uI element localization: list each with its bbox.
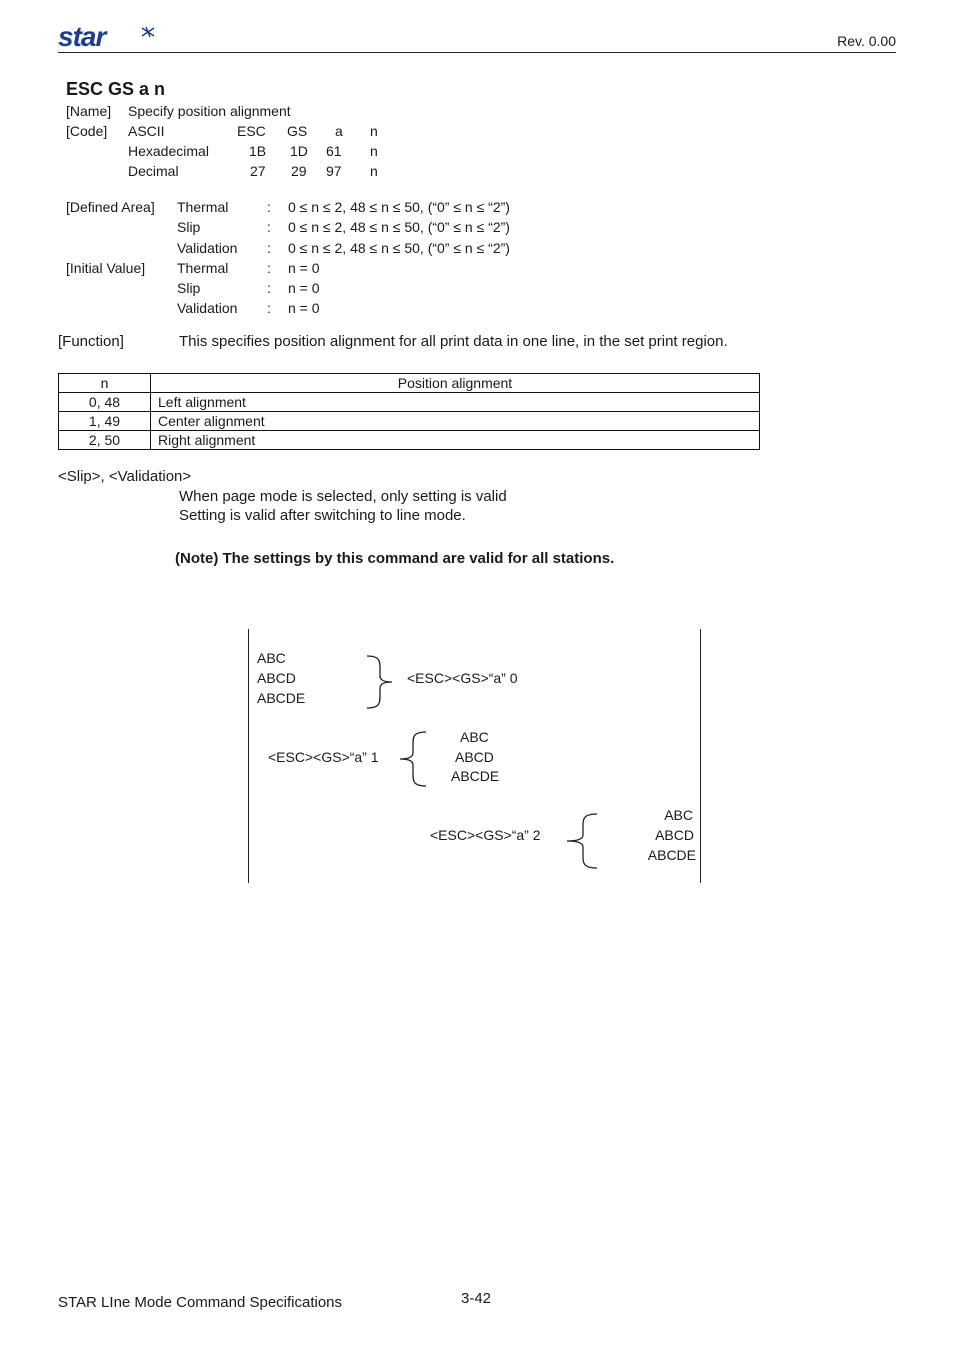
initial-value: n = 0 — [288, 300, 320, 316]
station-name: Slip — [177, 219, 201, 235]
diagram-line: ABC — [257, 650, 286, 666]
right-brace-icon — [364, 655, 394, 709]
slip-validation-label: <Slip>, <Validation> — [58, 468, 192, 485]
code-kind: Decimal — [128, 163, 179, 179]
table-header-cell: n — [59, 374, 151, 393]
print-region-right-edge — [700, 629, 701, 883]
svg-text:star: star — [58, 24, 106, 50]
slip-validation-line: Setting is valid after switching to line mode. — [179, 507, 466, 524]
range-value: 0 ≤ n ≤ 2, 48 ≤ n ≤ 50, (“0” ≤ n ≤ “2”) — [288, 219, 510, 235]
left-brace-icon — [565, 813, 599, 869]
diagram-line: ABCDE — [647, 847, 696, 863]
page-number: 3-42 — [461, 1290, 492, 1307]
left-brace-icon — [398, 731, 428, 787]
table-row — [59, 393, 760, 412]
table-cell-n: 0, 48 — [59, 393, 151, 412]
diagram-line: ABC — [664, 807, 693, 823]
table-row — [59, 412, 760, 431]
range-value: 0 ≤ n ≤ 2, 48 ≤ n ≤ 50, (“0” ≤ n ≤ “2”) — [288, 240, 510, 256]
slip-validation-line: When page mode is selected, only setting is valid — [179, 488, 507, 505]
separator: : — [267, 240, 271, 256]
diagram-line: ABCD — [257, 670, 296, 686]
table-cell-n: 2, 50 — [59, 431, 151, 450]
diagram-line: ABCD — [455, 749, 494, 765]
range-value: 0 ≤ n ≤ 2, 48 ≤ n ≤ 50, (“0” ≤ n ≤ “2”) — [288, 199, 510, 215]
code-value: 1D — [290, 143, 308, 159]
diagram-line: ABCD — [655, 827, 694, 843]
station-name: Thermal — [177, 260, 229, 276]
code-value: GS — [287, 123, 308, 139]
diagram-line: ABCDE — [451, 768, 500, 784]
station-name: Thermal — [177, 199, 229, 215]
station-name: Validation — [177, 240, 238, 256]
initial-value-label: [Initial Value] — [66, 260, 146, 276]
separator: : — [267, 219, 271, 235]
code-value: 29 — [291, 163, 307, 179]
initial-value: n = 0 — [288, 280, 320, 296]
footer-document-title: STAR LIne Mode Command Specifications — [58, 1294, 343, 1311]
function-label: [Function] — [58, 333, 124, 350]
function-text: This specifies position alignment for all print data in one line, in the set print region. — [179, 333, 728, 350]
station-name: Validation — [177, 300, 238, 316]
table-header-cell: Position alignment — [151, 374, 760, 393]
code-value: 27 — [250, 163, 266, 179]
diagram-line: ABCDE — [257, 690, 306, 706]
code-kind: ASCII — [128, 123, 165, 139]
star-logo — [58, 24, 158, 50]
table-header-row — [59, 374, 760, 393]
separator: : — [267, 300, 271, 316]
table-row — [59, 431, 760, 450]
table-cell-n: 1, 49 — [59, 412, 151, 431]
table-cell-alignment: Left alignment — [151, 393, 760, 412]
command-title: ESC GS a n — [66, 79, 166, 99]
table-cell-alignment: Center alignment — [151, 412, 760, 431]
code-value: 1B — [249, 143, 267, 159]
note: (Note) The settings by this command are valid for all stations. — [175, 550, 615, 567]
initial-value: n = 0 — [288, 260, 320, 276]
code-value: n — [370, 143, 378, 159]
code-value: n — [370, 123, 378, 139]
command-label: <ESC><GS>“a” 0 — [407, 670, 518, 686]
code-value: a — [335, 123, 343, 139]
diagram-line: ABC — [460, 729, 489, 745]
code-value: 61 — [326, 143, 342, 159]
separator: : — [267, 199, 271, 215]
separator: : — [267, 260, 271, 276]
command-label: <ESC><GS>“a” 1 — [268, 749, 379, 765]
code-label: [Code] — [66, 123, 108, 139]
code-value: n — [370, 163, 378, 179]
code-value: ESC — [237, 123, 266, 139]
command-label: <ESC><GS>“a” 2 — [430, 827, 541, 843]
table-cell-alignment: Right alignment — [151, 431, 760, 450]
defined-area-label: [Defined Area] — [66, 199, 155, 215]
header-rule — [58, 52, 896, 53]
code-kind: Hexadecimal — [128, 143, 209, 159]
alignment-table — [58, 373, 760, 450]
station-name: Slip — [177, 280, 201, 296]
revision: Rev. 0.00 — [837, 33, 896, 49]
code-value: 97 — [326, 163, 342, 179]
name-label: [Name] — [66, 103, 112, 119]
separator: : — [267, 280, 271, 296]
name-value: Specify position alignment — [128, 103, 291, 119]
print-region-left-edge — [248, 629, 249, 883]
